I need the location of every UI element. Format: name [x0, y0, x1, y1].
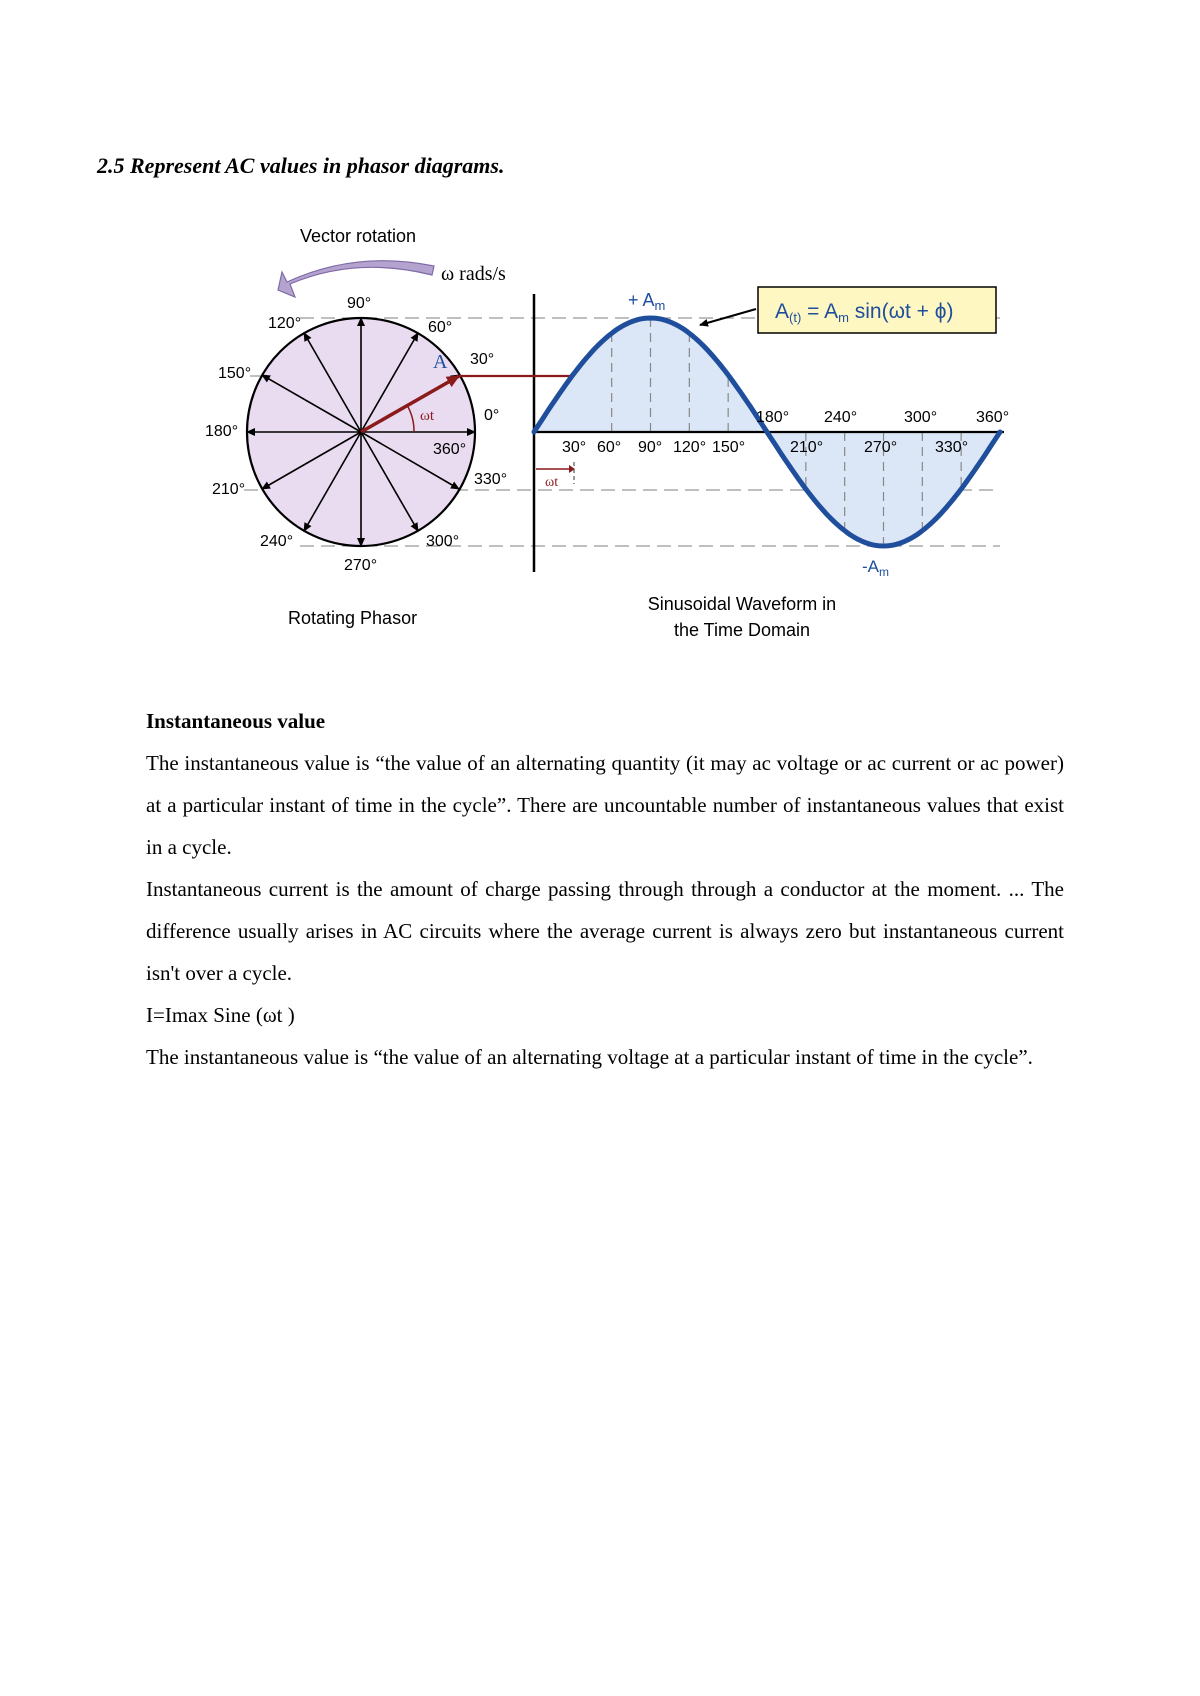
svg-text:90°: 90°	[347, 295, 372, 312]
rotation-arrow	[278, 261, 434, 297]
svg-text:330°: 330°	[935, 439, 969, 456]
caption-rotating-phasor: Rotating Phasor	[288, 608, 418, 628]
svg-text:270°: 270°	[864, 439, 898, 456]
paragraph-3: The instantaneous value is “the value of an alternating voltage at a particular instant of time in the cycle”.	[146, 1045, 1033, 1069]
svg-text:360°: 360°	[433, 441, 467, 458]
plus-am-label: + $A_m$	[628, 290, 666, 313]
svg-text:120°: 120°	[673, 439, 707, 456]
paragraph-1: The instantaneous value is “the value of an alternating quantity (it may ac voltage or ac current or ac power) at a particular instant of time in the cycle”. There are uncountable number of instantaneous values that exist in a cycle.	[146, 751, 1064, 859]
svg-text:330°: 330°	[474, 471, 508, 488]
paragraph-2: Instantaneous current is the amount of charge passing through through a conductor at the moment. ... The difference usually arises in AC circuits where the average current is always zero but instantaneous current isn't over a cycle.	[146, 877, 1064, 985]
svg-text:360°: 360°	[976, 409, 1010, 426]
svg-text:300°: 300°	[426, 533, 460, 550]
formula-pointer	[700, 309, 756, 325]
svg-text:60°: 60°	[597, 439, 622, 456]
svg-text:210°: 210°	[212, 481, 246, 498]
subheading-instantaneous-value: Instantaneous value	[146, 709, 326, 733]
svg-text:ωt: ωt	[545, 475, 559, 490]
section-heading: 2.5 Represent AC values in phasor diagrams.	[97, 153, 505, 178]
formula-text: A(t) = Am sin(ωt + ϕ)	[775, 300, 954, 325]
svg-text:210°: 210°	[790, 439, 824, 456]
phasor-letter: A	[433, 351, 448, 373]
caption-waveform-line2: the Time Domain	[673, 620, 811, 640]
svg-text:240°: 240°	[824, 409, 858, 426]
svg-text:240°: 240°	[260, 533, 294, 550]
vector-rotation-label: Vector rotation	[300, 226, 417, 246]
omega-rads-label: ω rads/s	[441, 263, 506, 285]
omega-t-marker	[536, 462, 575, 490]
caption-waveform-line1: Sinusoidal Waveform in	[647, 594, 837, 614]
svg-text:60°: 60°	[428, 319, 453, 336]
body-text	[146, 700, 1064, 1078]
omega-t-circle-label: ωt	[420, 408, 435, 424]
svg-text:150°: 150°	[712, 439, 746, 456]
svg-text:180°: 180°	[756, 409, 790, 426]
svg-text:30°: 30°	[562, 439, 587, 456]
phasor-diagram	[0, 0, 1200, 660]
svg-text:90°: 90°	[638, 439, 663, 456]
svg-text:30°: 30°	[470, 351, 495, 368]
svg-text:270°: 270°	[344, 557, 378, 574]
svg-text:0°: 0°	[484, 407, 500, 424]
current-formula: I=Imax Sine (ωt )	[146, 1003, 295, 1027]
svg-text:120°: 120°	[268, 315, 302, 332]
svg-text:300°: 300°	[904, 409, 938, 426]
minus-am-label: $-A_m$	[862, 557, 889, 579]
svg-text:180°: 180°	[205, 423, 239, 440]
svg-text:150°: 150°	[218, 365, 252, 382]
